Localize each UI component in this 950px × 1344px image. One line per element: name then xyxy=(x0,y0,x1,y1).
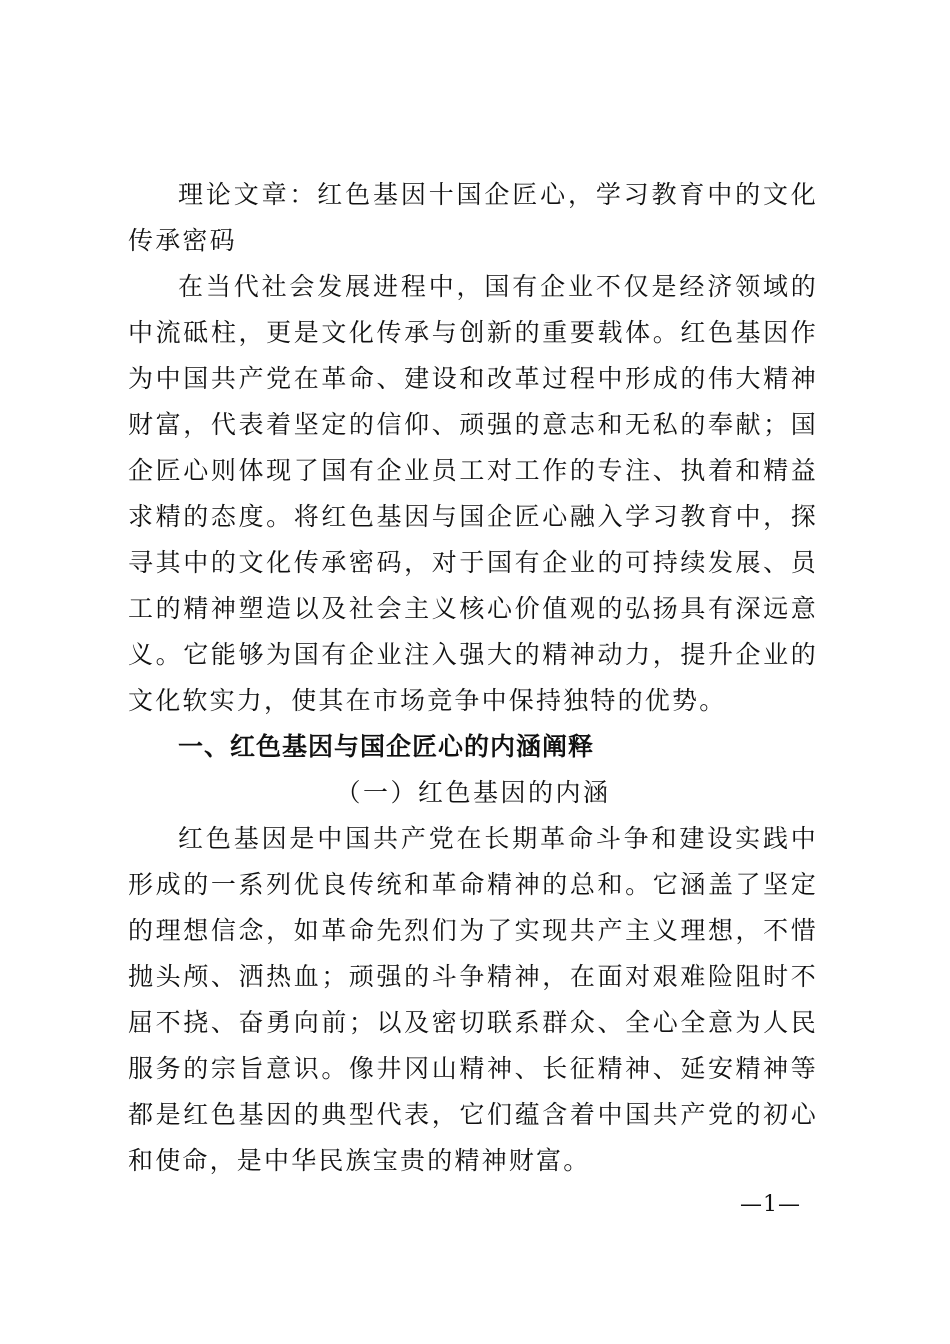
intro-paragraph: 在当代社会发展进程中，国有企业不仅是经济领域的中流砥柱，更是文化传承与创新的重要载体。红色基因作为中国共产党在革命、建设和改革过程中形成的伟大精神财富，代表着坚定的信仰、顽强的意志和无私的奉献；国企匠心则体现了国有企业员工对工作的专注、执着和精益求精的态度。将红色基因与国企匠心融入学习教育中，探寻其中的文化传承密码，对于国有企业的可持续发展、员工的精神塑造以及社会主义核心价值观的弘扬具有深远意义。它能够为国有企业注入强大的精神动力，提升企业的文化软实力，使其在市场竞争中保持独特的优势。 xyxy=(128,272,818,715)
subsection-paragraph-1: 红色基因是中国共产党在长期革命斗争和建设实践中形成的一系列优良传统和革命精神的总和。它涵盖了坚定的理想信念，如革命先烈们为了实现共产主义理想，不惜抛头颅、洒热血；顽强的斗争精神，在面对艰难险阻时不屈不挠、奋勇向前；以及密切联系群众、全心全意为人民服务的宗旨意识。像井冈山精神、长征精神、延安精神等都是红色基因的典型代表，它们蕴含着中国共产党的初心和使命，是中华民族宝贵的精神财富。 xyxy=(128,824,818,1175)
document-title: 理论文章：红色基因十国企匠心，学习教育中的文化传承密码 xyxy=(128,180,818,255)
section-heading-1: 一、红色基因与国企匠心的内涵阐释 xyxy=(178,732,595,761)
page-number: —1— xyxy=(740,1192,801,1217)
document-page xyxy=(128,172,818,1184)
subsection-heading-1: （一）红色基因的内涵 xyxy=(335,778,611,807)
